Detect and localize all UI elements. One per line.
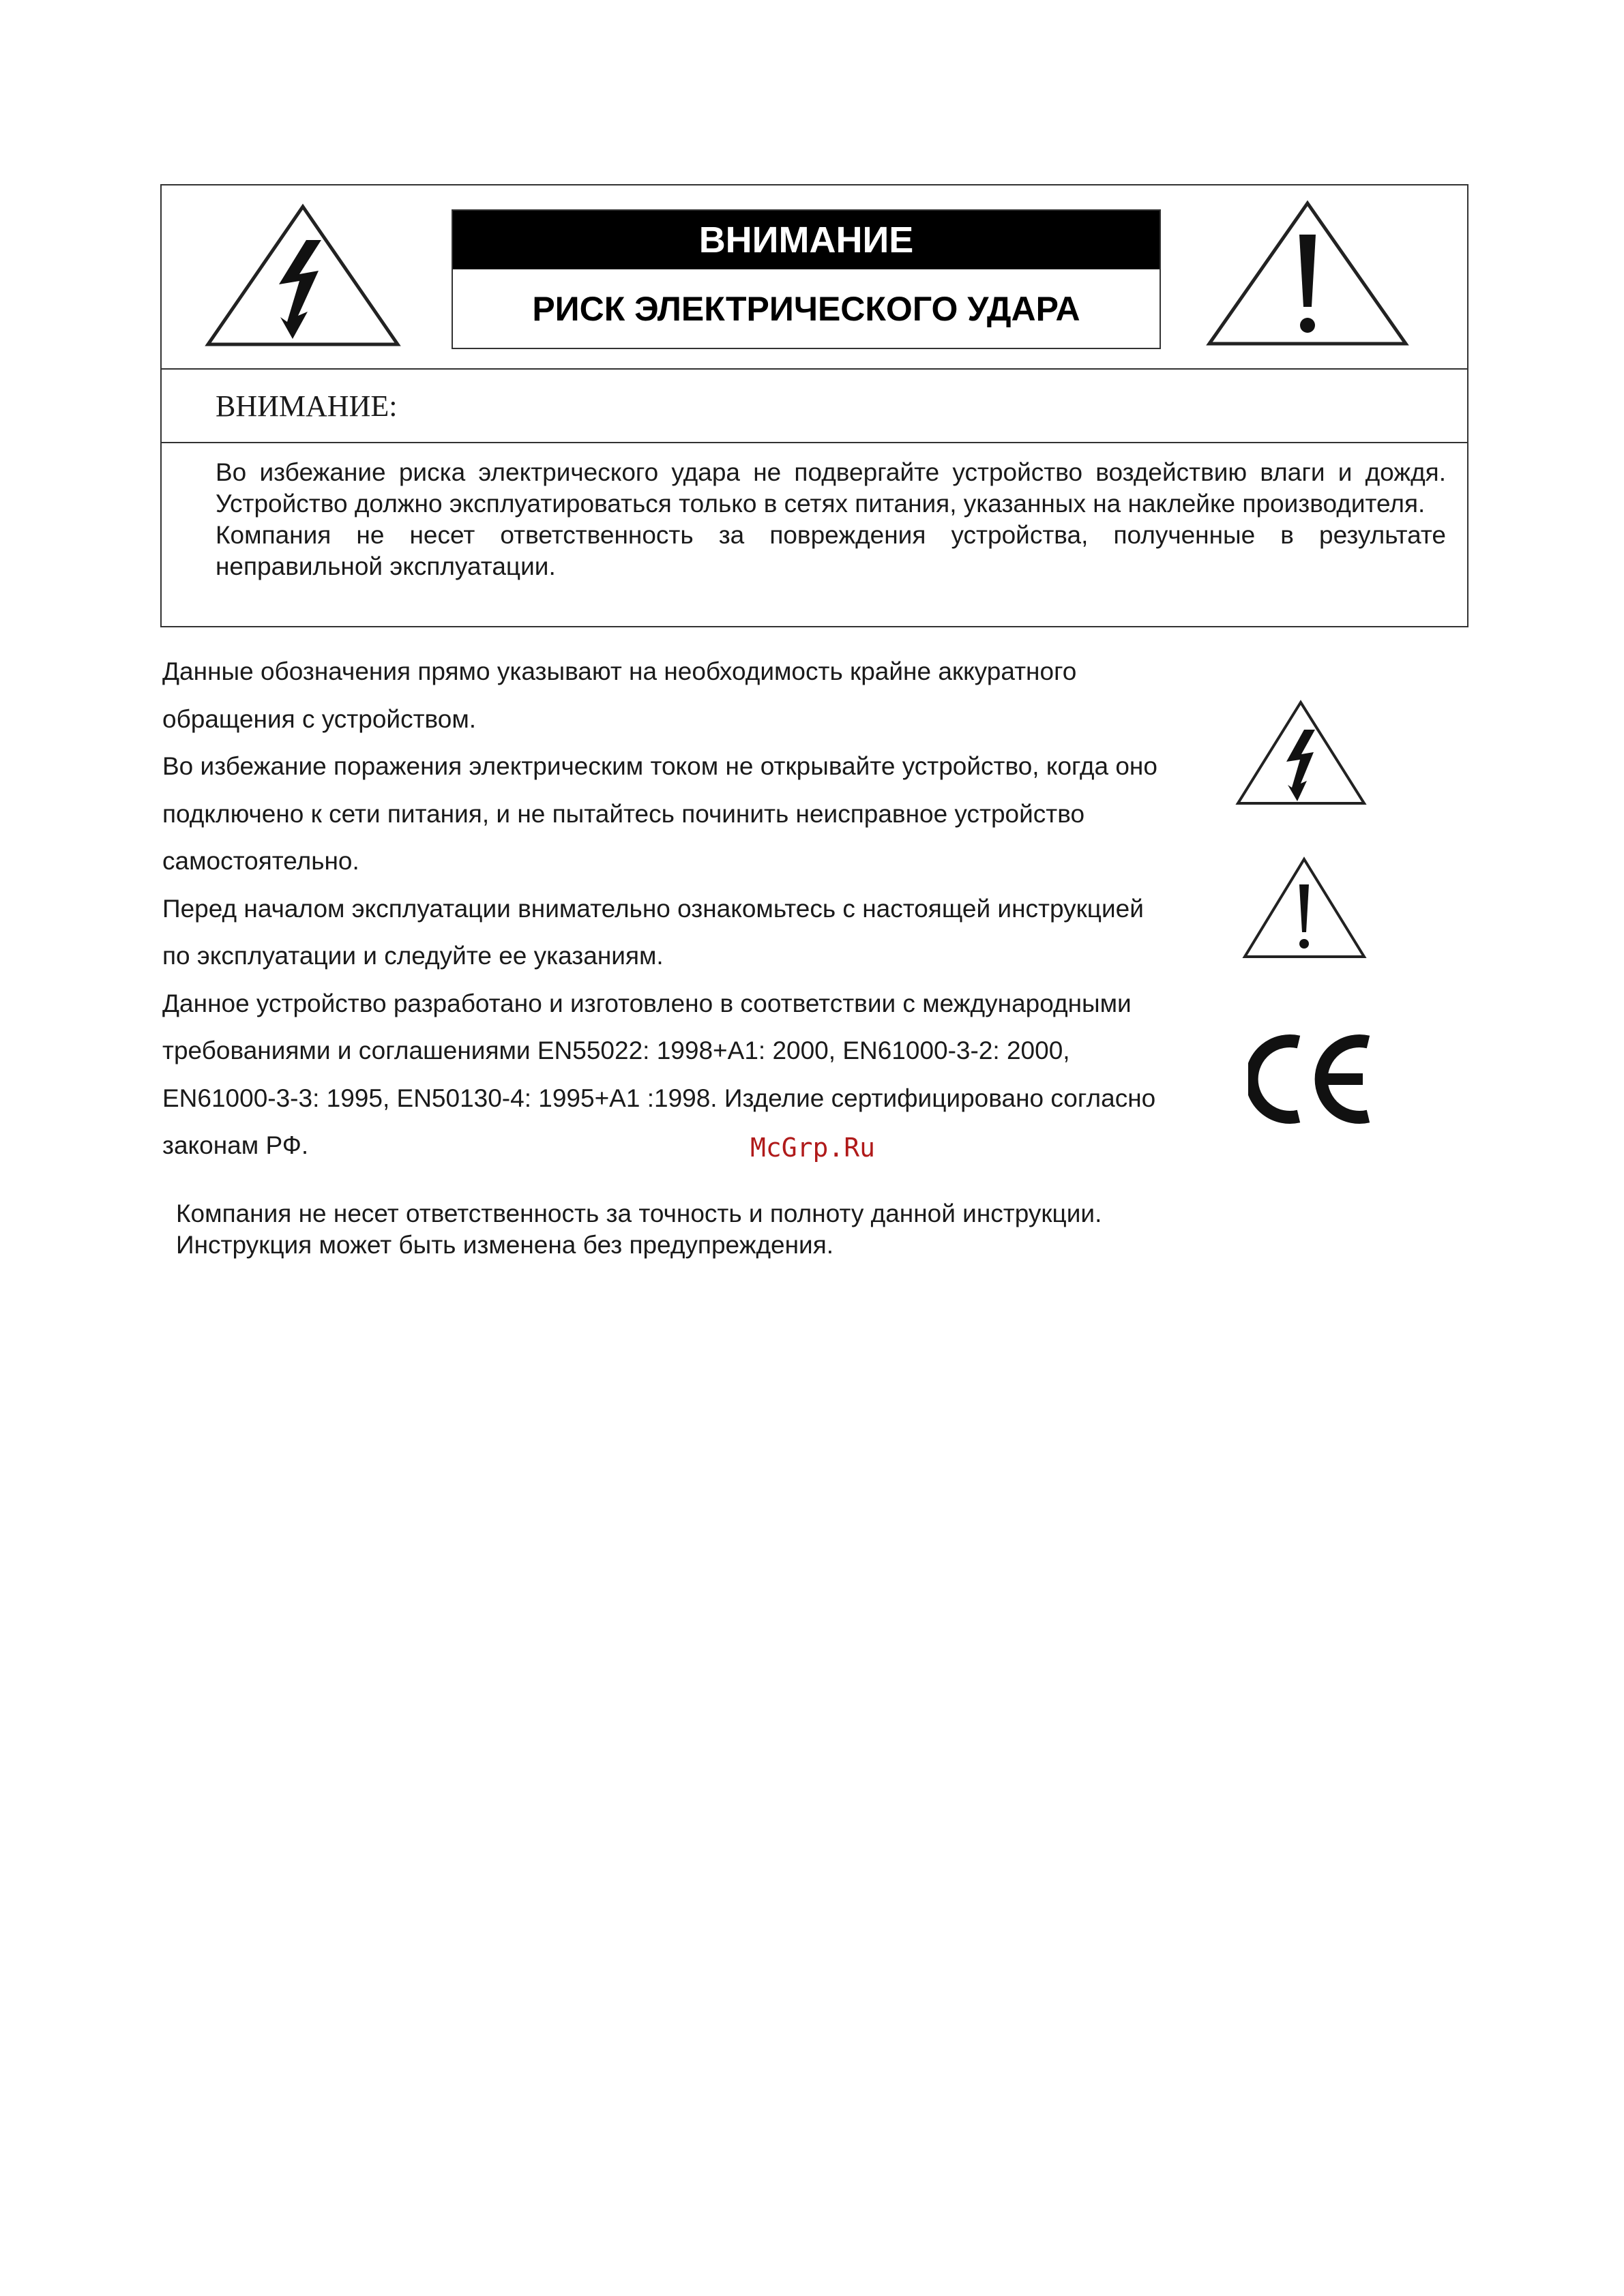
disclaimer-line: Компания не несет ответственность за точность и полноту данной инструкции.: [176, 1199, 1102, 1227]
ce-mark-icon: [1248, 1030, 1374, 1129]
lightning-warning-icon: [204, 203, 402, 349]
warning-text: [216, 457, 1446, 582]
lightning-warning-icon: [1235, 699, 1368, 808]
banner-title: ВНИМАНИЕ: [453, 211, 1160, 269]
warning-label: ВНИМАНИЕ:: [216, 389, 398, 423]
exclamation-warning-icon: [1205, 199, 1410, 349]
info-paragraph: Данные обозначения прямо указывают на необходимость крайне аккуратного обращения с устройством.: [162, 657, 1077, 733]
warning-header: [162, 185, 1467, 370]
disclaimer-line: Инструкция может быть изменена без предупреждения.: [176, 1231, 834, 1259]
warning-box: [160, 184, 1468, 627]
warning-banner: [452, 209, 1161, 349]
warning-paragraph: Во избежание риска электрического удара не подвергайте устройство воздействию влаги и дождя. Устройство должно эксплуатироваться только в сетях питания, указанных на наклейке производителя.: [216, 458, 1446, 518]
watermark: McGrp.Ru: [750, 1133, 876, 1163]
info-paragraph: Данное устройство разработано и изготовлено в соответствии с международными требованиями и соглашениями EN55022: 1998+A1: 2000, EN61000-3-2: 2000, EN61000-3-3: 1995, EN50130-4: 1995+A1 :1998. Изделие сертифицировано согласно законам РФ.: [162, 989, 1156, 1159]
exclamation-warning-icon: [1241, 856, 1368, 961]
banner-subtitle: РИСК ЭЛЕКТРИЧЕСКОГО УДАРА: [532, 290, 1080, 328]
warning-label-row: [162, 370, 1467, 443]
info-text: [162, 648, 1158, 1169]
warning-paragraph: Компания не несет ответственность за повреждения устройства, полученные в результате неправильной эксплуатации.: [216, 521, 1446, 580]
info-paragraph: Во избежание поражения электрическим током не открывайте устройство, когда оно подключено к сети питания, и не пытайтесь починить неисправное устройство самостоятельно.: [162, 752, 1157, 875]
info-paragraph: Перед началом эксплуатации внимательно ознакомьтесь с настоящей инструкцией по эксплуатации и следуйте ее указаниям.: [162, 894, 1144, 970]
disclaimer: [176, 1198, 1267, 1261]
